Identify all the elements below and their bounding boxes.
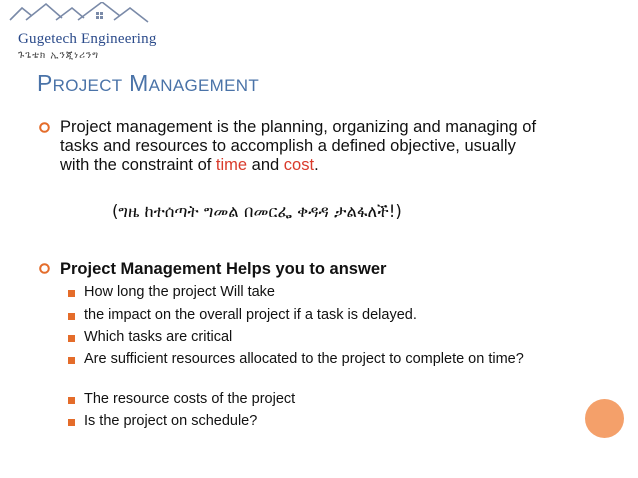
sub-bullet-icon <box>68 312 75 323</box>
definition-and: and <box>247 156 284 174</box>
sub-bullet-icon <box>68 334 75 345</box>
page-title <box>37 70 259 97</box>
title-word-project: ROJECT <box>52 76 123 95</box>
logo-name: Gugetech Engineering <box>18 31 157 47</box>
title-letter-m: M <box>129 70 149 96</box>
decorative-circle <box>585 399 624 438</box>
definition-period: . <box>314 156 319 174</box>
highlight-cost: cost <box>283 156 315 174</box>
list-item: Which tasks are critical <box>84 329 233 345</box>
list-item: Is the project on schedule? <box>84 413 258 429</box>
title-word-management: ANAGEMENT <box>148 76 260 95</box>
sub-bullet-icon <box>68 356 75 367</box>
title-letter-p: P <box>37 70 53 96</box>
company-logo <box>6 2 156 70</box>
list-item: the impact on the overall project if a task is delayed. <box>84 307 417 323</box>
bullet-ring-icon <box>38 121 51 137</box>
list-item: The resource costs of the project <box>84 391 296 407</box>
house-roof-icon <box>6 2 156 32</box>
bullet-ring-icon <box>38 262 51 278</box>
list-item: Are sufficient resources allocated to the project to complete on time? <box>84 351 524 367</box>
highlight-time: time <box>215 156 248 174</box>
logo-subtitle: ጉጌቴክ ኢንጂነሪንግ <box>18 50 99 61</box>
list-item: How long the project Will take <box>84 284 275 300</box>
sub-bullet-icon <box>68 396 75 407</box>
bullet-heading: Project Management Helps you to answer <box>60 260 387 278</box>
definition-text: Project management is the planning, organizing and managing of tasks and resources to accomplish a defined objective, usually with the constraint of <box>60 118 537 174</box>
bullet-definition <box>60 118 540 175</box>
sub-bullet-icon <box>68 418 75 429</box>
sub-bullet-icon <box>68 289 75 300</box>
amharic-proverb: (ግዜ ከተሰጣት ግመል በመርፌ ቀዳዳ ታልፋለች!) <box>112 202 402 221</box>
